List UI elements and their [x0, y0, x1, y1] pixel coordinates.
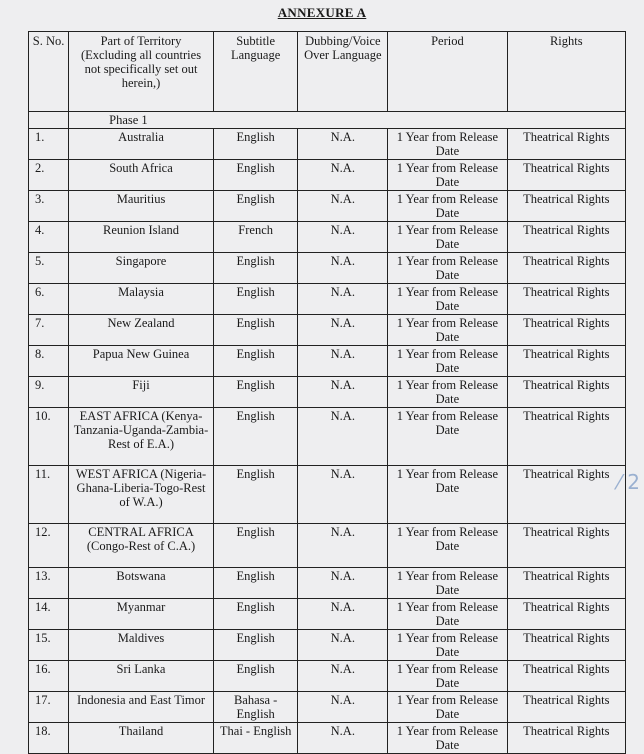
cell-dubbing: N.A. — [298, 599, 388, 630]
cell-dubbing: N.A. — [298, 408, 388, 466]
cell-period: 1 Year from Release Date — [388, 160, 507, 191]
cell-dubbing: N.A. — [298, 191, 388, 222]
header-rights: Rights — [507, 32, 625, 112]
cell-rights: Theatrical Rights — [507, 315, 625, 346]
cell-rights: Theatrical Rights — [507, 129, 625, 160]
cell-subtitle: English — [213, 377, 298, 408]
cell-dubbing: N.A. — [298, 524, 388, 568]
table-row — [29, 191, 626, 222]
cell-rights: Theatrical Rights — [507, 524, 625, 568]
table-row — [29, 524, 626, 568]
cell-rights: Theatrical Rights — [507, 692, 625, 723]
table-row — [29, 129, 626, 160]
cell-territory: Singapore — [69, 253, 214, 284]
cell-dubbing: N.A. — [298, 723, 388, 754]
cell-subtitle: English — [213, 346, 298, 377]
header-subtitle-language: Subtitle Language — [213, 32, 298, 112]
cell-subtitle: English — [213, 661, 298, 692]
cell-subtitle: French — [213, 222, 298, 253]
cell-sno: 5. — [29, 253, 69, 284]
cell-sno: 10. — [29, 408, 69, 466]
cell-dubbing: N.A. — [298, 630, 388, 661]
cell-period: 1 Year from Release Date — [388, 315, 507, 346]
cell-period: 1 Year from Release Date — [388, 568, 507, 599]
cell-period: 1 Year from Release Date — [388, 284, 507, 315]
cell-territory: Thailand — [69, 723, 214, 754]
phase-row — [29, 112, 626, 129]
cell-territory: Australia — [69, 129, 214, 160]
cell-subtitle: English — [213, 599, 298, 630]
cell-period: 1 Year from Release Date — [388, 723, 507, 754]
table-row — [29, 284, 626, 315]
cell-subtitle: English — [213, 524, 298, 568]
table-row — [29, 315, 626, 346]
cell-rights: Theatrical Rights — [507, 568, 625, 599]
cell-territory: Botswana — [69, 568, 214, 599]
cell-subtitle: English — [213, 466, 298, 524]
cell-subtitle: English — [213, 191, 298, 222]
cell-rights: Theatrical Rights — [507, 408, 625, 466]
cell-dubbing: N.A. — [298, 466, 388, 524]
header-period: Period — [388, 32, 507, 112]
cell-rights: Theatrical Rights — [507, 599, 625, 630]
cell-subtitle: Thai - English — [213, 723, 298, 754]
table-row — [29, 346, 626, 377]
cell-period: 1 Year from Release Date — [388, 129, 507, 160]
cell-dubbing: N.A. — [298, 661, 388, 692]
cell-dubbing: N.A. — [298, 692, 388, 723]
cell-rights: Theatrical Rights — [507, 284, 625, 315]
cell-territory: South Africa — [69, 160, 214, 191]
phase-label: Phase 1 — [69, 112, 626, 129]
phase-empty-cell — [29, 112, 69, 129]
cell-subtitle: English — [213, 160, 298, 191]
table-row — [29, 723, 626, 754]
cell-subtitle: English — [213, 408, 298, 466]
table-row — [29, 160, 626, 191]
cell-period: 1 Year from Release Date — [388, 191, 507, 222]
cell-subtitle: English — [213, 630, 298, 661]
cell-period: 1 Year from Release Date — [388, 524, 507, 568]
cell-rights: Theatrical Rights — [507, 723, 625, 754]
table-row — [29, 253, 626, 284]
cell-territory: EAST AFRICA (Kenya-Tanzania-Uganda-Zambia-Rest of E.A.) — [69, 408, 214, 466]
cell-dubbing: N.A. — [298, 284, 388, 315]
cell-subtitle: English — [213, 284, 298, 315]
cell-rights: Theatrical Rights — [507, 253, 625, 284]
cell-rights: Theatrical Rights — [507, 346, 625, 377]
cell-subtitle: English — [213, 315, 298, 346]
cell-period: 1 Year from Release Date — [388, 661, 507, 692]
cell-sno: 17. — [29, 692, 69, 723]
annexure-title: ANNEXURE A — [277, 5, 367, 20]
cell-sno: 1. — [29, 129, 69, 160]
table-row — [29, 692, 626, 723]
cell-sno: 14. — [29, 599, 69, 630]
table-row — [29, 630, 626, 661]
cell-sno: 18. — [29, 723, 69, 754]
cell-period: 1 Year from Release Date — [388, 599, 507, 630]
table-row — [29, 222, 626, 253]
cell-territory: Malaysia — [69, 284, 214, 315]
table-header-row — [29, 32, 626, 112]
cell-dubbing: N.A. — [298, 346, 388, 377]
territory-rights-table — [28, 31, 626, 754]
cell-subtitle: Bahasa - English — [213, 692, 298, 723]
cell-period: 1 Year from Release Date — [388, 408, 507, 466]
cell-territory: Maldives — [69, 630, 214, 661]
cell-period: 1 Year from Release Date — [388, 253, 507, 284]
cell-territory: Papua New Guinea — [69, 346, 214, 377]
cell-territory: New Zealand — [69, 315, 214, 346]
header-dubbing-language: Dubbing/Voice Over Language — [298, 32, 388, 112]
cell-sno: 6. — [29, 284, 69, 315]
cell-rights: Theatrical Rights — [507, 191, 625, 222]
cell-period: 1 Year from Release Date — [388, 377, 507, 408]
blue-ink-mark-icon: ⁄ 2 — [617, 470, 640, 494]
cell-rights: Theatrical Rights — [507, 630, 625, 661]
cell-rights: Theatrical Rights — [507, 377, 625, 408]
cell-sno: 15. — [29, 630, 69, 661]
cell-dubbing: N.A. — [298, 160, 388, 191]
cell-sno: 9. — [29, 377, 69, 408]
cell-dubbing: N.A. — [298, 222, 388, 253]
cell-dubbing: N.A. — [298, 253, 388, 284]
cell-sno: 2. — [29, 160, 69, 191]
cell-rights: Theatrical Rights — [507, 222, 625, 253]
cell-subtitle: English — [213, 253, 298, 284]
cell-territory: CENTRAL AFRICA (Congo-Rest of C.A.) — [69, 524, 214, 568]
table-body — [29, 112, 626, 754]
table-row — [29, 408, 626, 466]
cell-sno: 3. — [29, 191, 69, 222]
cell-period: 1 Year from Release Date — [388, 222, 507, 253]
cell-sno: 7. — [29, 315, 69, 346]
cell-territory: WEST AFRICA (Nigeria-Ghana-Liberia-Togo-Rest of W.A.) — [69, 466, 214, 524]
cell-territory: Reunion Island — [69, 222, 214, 253]
cell-territory: Myanmar — [69, 599, 214, 630]
cell-sno: 13. — [29, 568, 69, 599]
table-row — [29, 377, 626, 408]
cell-rights: Theatrical Rights — [507, 661, 625, 692]
cell-subtitle: English — [213, 568, 298, 599]
table-row — [29, 568, 626, 599]
cell-territory: Sri Lanka — [69, 661, 214, 692]
cell-rights: Theatrical Rights — [507, 466, 625, 524]
cell-territory: Indonesia and East Timor — [69, 692, 214, 723]
cell-sno: 4. — [29, 222, 69, 253]
cell-period: 1 Year from Release Date — [388, 346, 507, 377]
cell-period: 1 Year from Release Date — [388, 630, 507, 661]
cell-subtitle: English — [213, 129, 298, 160]
cell-dubbing: N.A. — [298, 568, 388, 599]
cell-sno: 16. — [29, 661, 69, 692]
header-sno: S. No. — [29, 32, 69, 112]
cell-period: 1 Year from Release Date — [388, 692, 507, 723]
cell-dubbing: N.A. — [298, 315, 388, 346]
cell-sno: 8. — [29, 346, 69, 377]
table-row — [29, 466, 626, 524]
cell-dubbing: N.A. — [298, 377, 388, 408]
table-row — [29, 661, 626, 692]
header-territory: Part of Territory (Excluding all countries not specifically set out herein,) — [69, 32, 214, 112]
table-row — [29, 599, 626, 630]
cell-sno: 11. — [29, 466, 69, 524]
cell-sno: 12. — [29, 524, 69, 568]
cell-territory: Fiji — [69, 377, 214, 408]
cell-rights: Theatrical Rights — [507, 160, 625, 191]
cell-period: 1 Year from Release Date — [388, 466, 507, 524]
cell-dubbing: N.A. — [298, 129, 388, 160]
cell-territory: Mauritius — [69, 191, 214, 222]
